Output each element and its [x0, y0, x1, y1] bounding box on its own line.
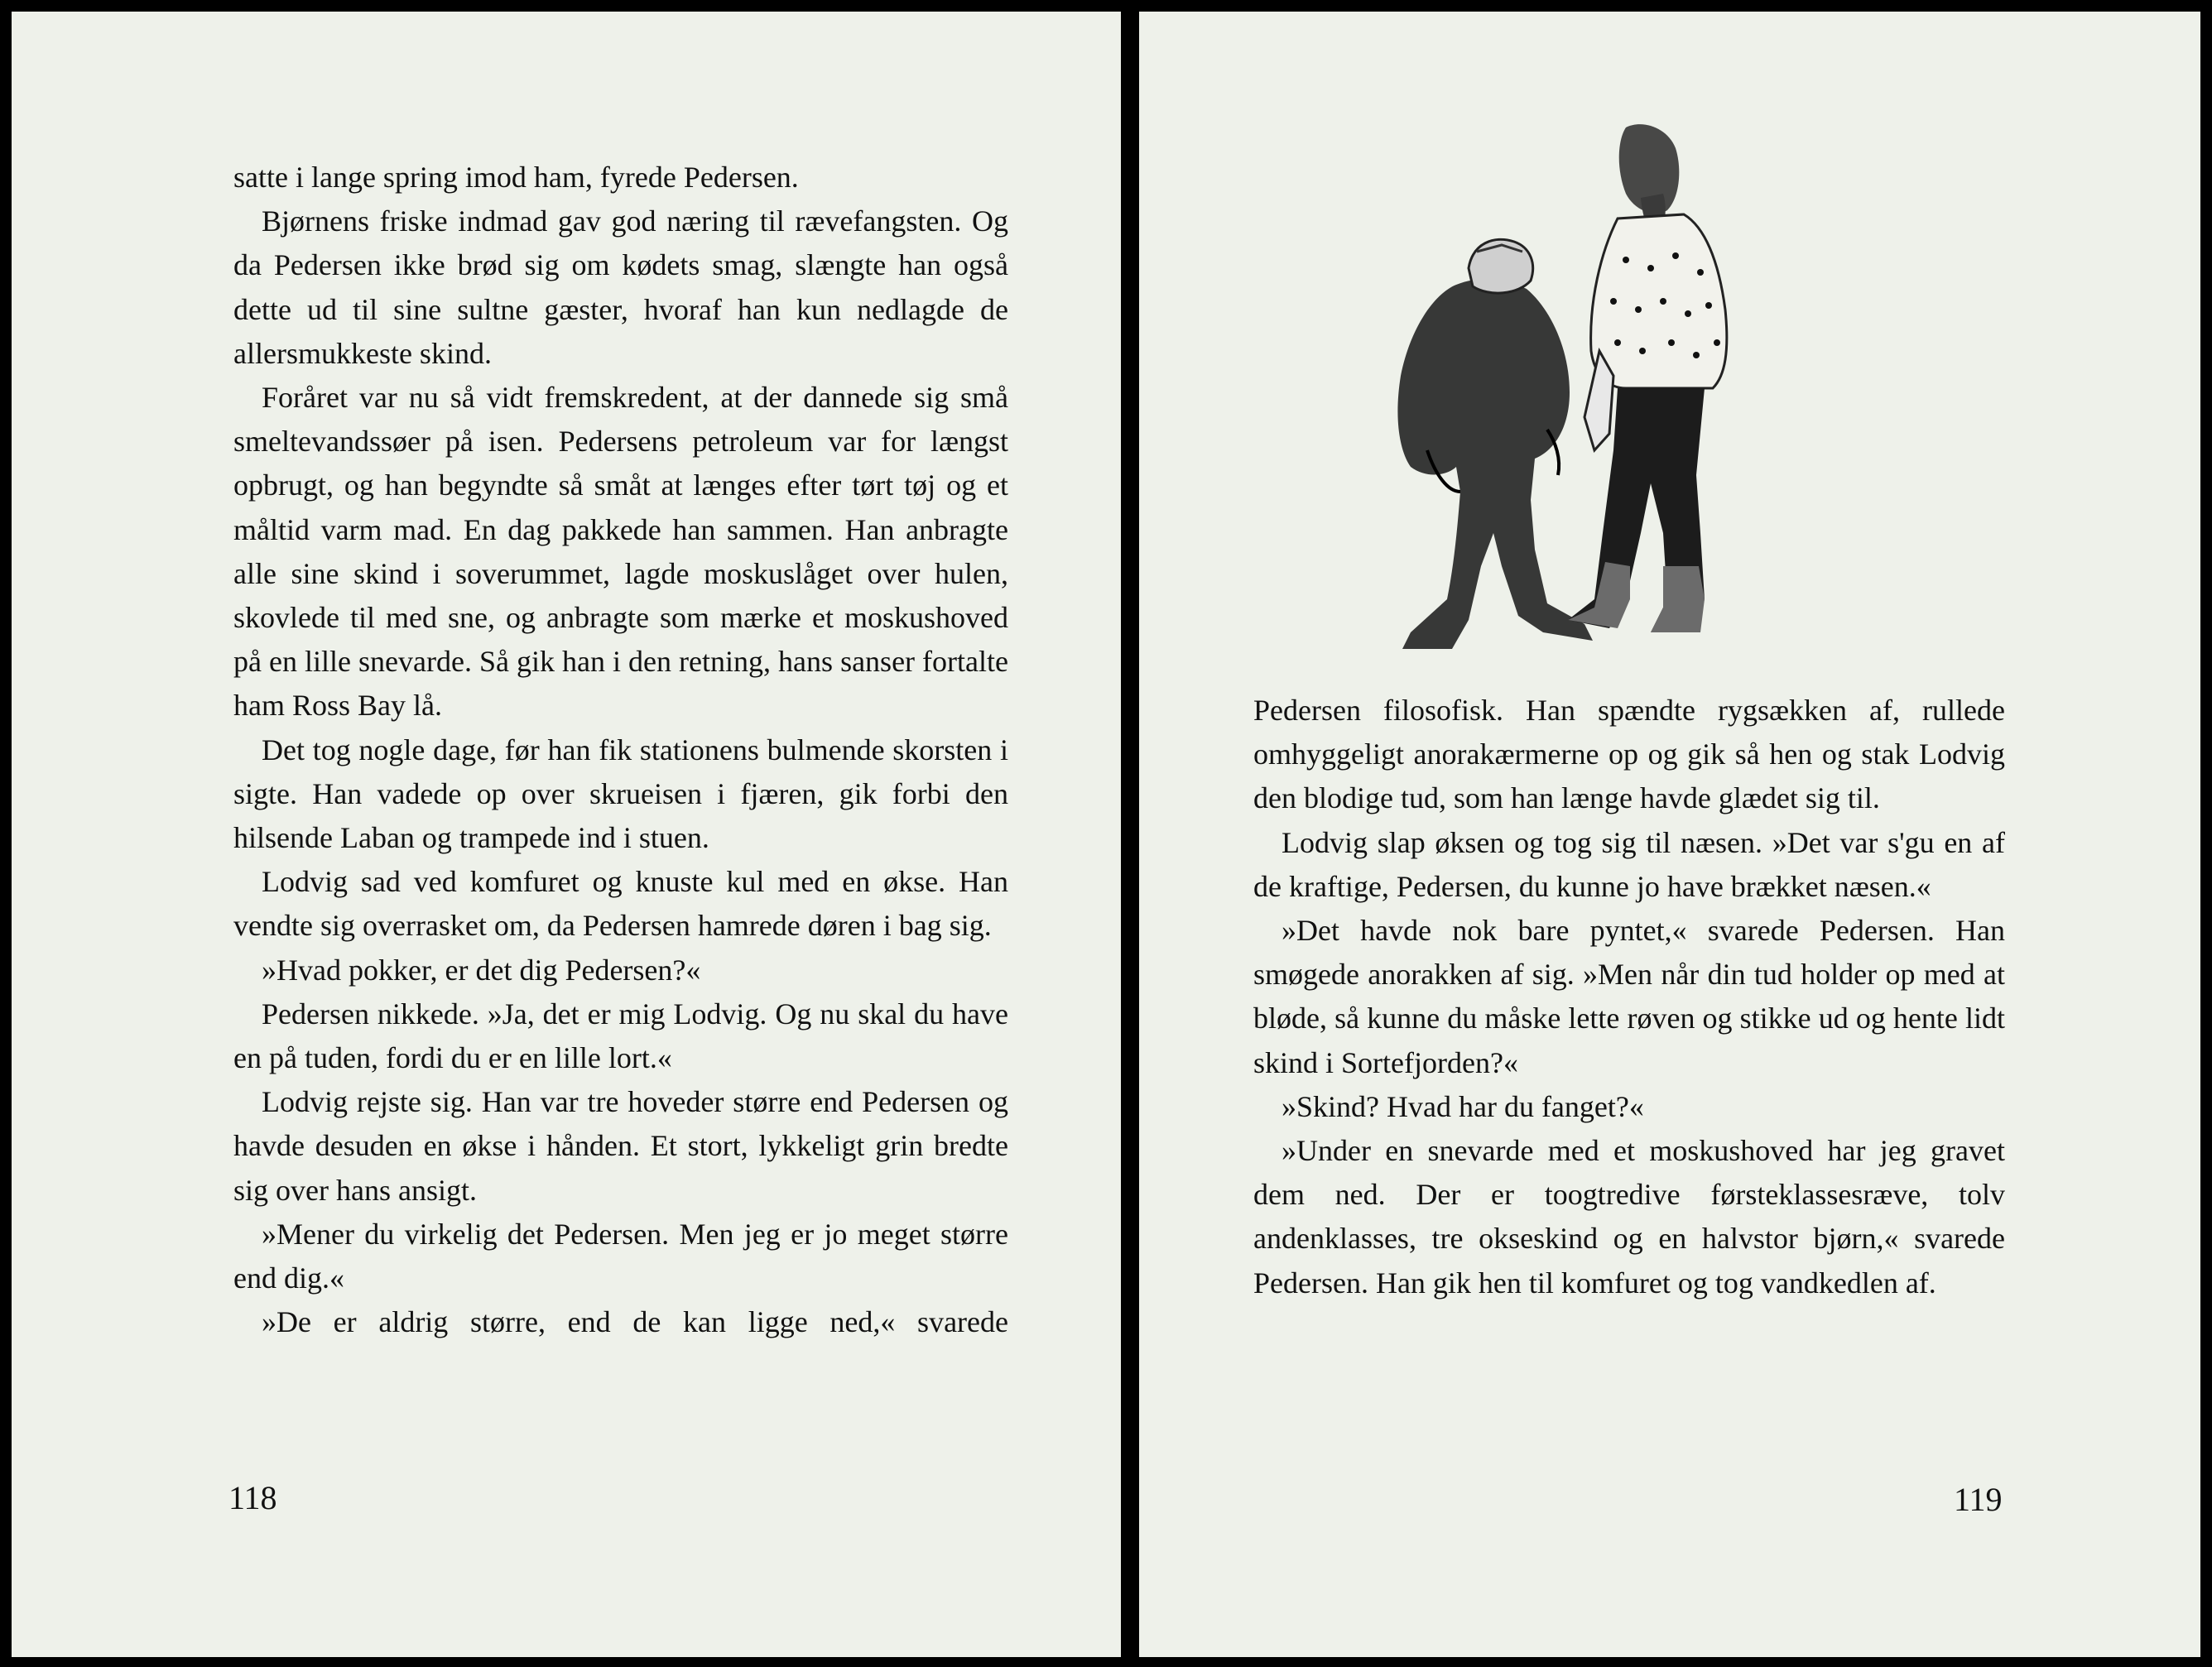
paragraph: Pedersen filosofisk. Han spændte rygsækken af, rullede omhyggeligt anorakærmerne op og gik så hen og stak Lodvig den blodige tud, som han længe havde glædet sig til.	[1253, 694, 2005, 815]
paragraph: »De er aldrig større, end de kan ligge ned,« svarede	[262, 1305, 1008, 1339]
paragraph: »Mener du virkelig det Pedersen. Men jeg er jo meget større end dig.«	[233, 1217, 1008, 1295]
left-page	[12, 12, 1121, 1657]
page-number: 118	[228, 1479, 277, 1516]
right-page-text	[1253, 689, 2005, 1305]
paragraph: Bjørnens friske indmad gav god næring til rævefangsten. Og da Pedersen ikke brød sig om kødets smag, slængte han også dette ud til sine sultne gæster, hvoraf han kun nedlagde de allersmukkeste skind.	[233, 204, 1008, 370]
paragraph: Lodvig rejste sig. Han var tre hoveder større end Pedersen og havde desuden en økse i hånden. Et stort, lykkeligt grin bredte sig over hans ansigt.	[233, 1085, 1008, 1207]
right-page	[1139, 12, 2200, 1657]
left-page-text	[233, 156, 1008, 1344]
paragraph: Lodvig slap øksen og tog sig til næsen. »Det var s'gu en af de kraftige, Pedersen, du kunne jo have brækket næsen.«	[1253, 825, 2005, 903]
page-number: 119	[1954, 1481, 2003, 1518]
paragraph: »Under en snevarde med et moskushoved har jeg gravet dem ned. Der er toogtredive førsteklassesræve, tolv andenklasses, tre okseskind og en halvstor bjørn,« svarede Pedersen. Han gik hen til komfuret og tog vandkedlen af.	[1253, 1134, 2005, 1299]
paragraph: Foråret var nu så vidt fremskredent, at der dannede sig små smeltevandssøer på isen. Pedersens petroleum var for længst opbrugt, og han begyndte så småt at længes efter tørt tøj og et måltid varm mad. En dag pakkede han sammen. Han anbragte alle sine skind i soverummet, lagde moskuslåget over hulen, skovlede til med sne, og anbragte som mærke et moskushoved på en lille snevarde. Så gik han i den retning, hans sanser fortalte ham Ross Bay lå.	[233, 381, 1008, 723]
paragraph: »Det havde nok bare pyntet,« svarede Pedersen. Han smøgede anorakken af sig. »Men når din tud holder op med at bløde, så kunne du måske lette røven og stikke ud og hente lidt skind i Sortefjorden?«	[1253, 914, 2005, 1079]
paragraph: Det tog nogle dage, før han fik stationens bulmende skorsten i sigte. Han vadede op over skrueisen i fjæren, gik forbi den hilsende Laban og trampede ind i stuen.	[233, 733, 1008, 855]
ink-drawing-two-men-icon	[1378, 103, 1767, 665]
paragraph: Pedersen nikkede. »Ja, det er mig Lodvig. Og nu skal du have en på tuden, fordi du er en lille lort.«	[233, 997, 1008, 1075]
paragraph: »Skind? Hvad har du fanget?«	[1282, 1089, 1644, 1123]
paragraph: »Hvad pokker, er det dig Pedersen?«	[262, 953, 701, 987]
paragraph: satte i lange spring imod ham, fyrede Pedersen.	[233, 161, 799, 194]
paragraph: Lodvig sad ved komfuret og knuste kul med en økse. Han vendte sig overrasket om, da Pedersen hamrede døren i bag sig.	[233, 865, 1008, 943]
